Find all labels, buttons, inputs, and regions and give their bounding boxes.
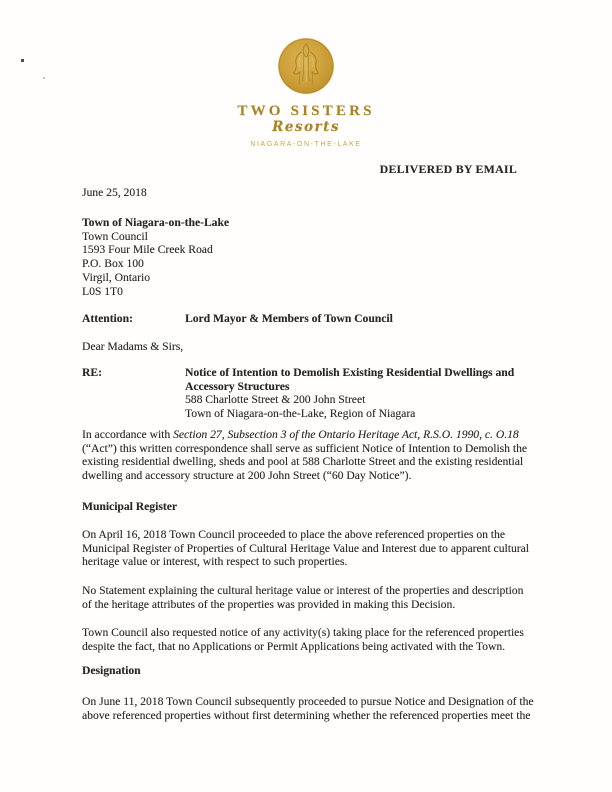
re-address: 588 Charlotte Street & 200 John Street (185, 393, 366, 407)
re-block (82, 366, 537, 421)
brand-subname: Resorts (272, 119, 340, 135)
two-sisters-medallion-icon (277, 37, 335, 95)
attention-value: Lord Mayor & Members of Town Council (185, 312, 393, 325)
attention-label: Attention: (82, 312, 133, 325)
two-sisters-logo (277, 37, 335, 95)
section-heading-municipal-register: Municipal Register (82, 500, 177, 513)
recipient-line: Virgil, Ontario (82, 270, 150, 284)
scan-artifact (21, 59, 24, 62)
paragraph-municipal-register-3: Town Council also requested notice of any activity(s) taking place for the referenced properties despite the fact, that no Applications or Permit Applications being activated with the Town. (82, 626, 524, 653)
recipient-line: L0S 1T0 (82, 284, 123, 298)
scan-artifact (43, 77, 45, 79)
paragraph-intro (82, 428, 534, 483)
paragraph-municipal-register-2: No Statement explaining the cultural heritage value or interest of the properties and description of the heritage attributes of the properties was provided in making this Decision. (82, 584, 524, 611)
re-municipality: Town of Niagara-on-the-Lake, Region of Niagara (185, 407, 416, 421)
p1-suffix: (“Act”) this written correspondence shall serve as sufficient Notice of Intention to Demolish the existing residential dwelling, sheds and pool at 588 Charlotte Street and the existing residential dwelling and accessory structure at 200 John Street (“60 Day Notice”). (82, 441, 528, 483)
recipient-line: Town Council (82, 229, 148, 243)
brand-name: TWO SISTERS (237, 103, 375, 119)
paragraph-municipal-register-1: On April 16, 2018 Town Council proceeded to place the above referenced properties on the Municipal Register of Properties of Cultural Heritage Value and Interest due to apparent cultural heritage value or interest, with respect to such properties. (82, 528, 529, 569)
re-label: RE: (82, 366, 102, 379)
section-heading-designation: Designation (82, 664, 141, 677)
p1-prefix: In accordance with (82, 428, 174, 441)
paragraph-designation-1: On June 11, 2018 Town Council subsequently proceeded to pursue Notice and Designation of the above referenced properties without first determining whether the referenced properties meet the (82, 695, 534, 722)
recipient-address (82, 216, 229, 298)
recipient-line: Town of Niagara-on-the-Lake (82, 216, 230, 229)
recipient-line: 1593 Four Mile Creek Road (82, 243, 213, 257)
attention-row (82, 312, 393, 326)
recipient-line: P.O. Box 100 (82, 257, 144, 271)
salutation: Dear Madams & Sirs, (82, 340, 184, 353)
brand-location: NIAGARA-ON-THE-LAKE (250, 141, 362, 148)
delivery-method: DELIVERED BY EMAIL (379, 162, 517, 176)
re-subject: Notice of Intention to Demolish Existing Residential Dwellings and Accessory Structures (185, 366, 515, 393)
letter-date: June 25, 2018 (82, 186, 147, 199)
p1-statute-citation: Section 27, Subsection 3 of the Ontario Heritage Act, R.S.O. 1990, c. O.18 (173, 428, 519, 441)
